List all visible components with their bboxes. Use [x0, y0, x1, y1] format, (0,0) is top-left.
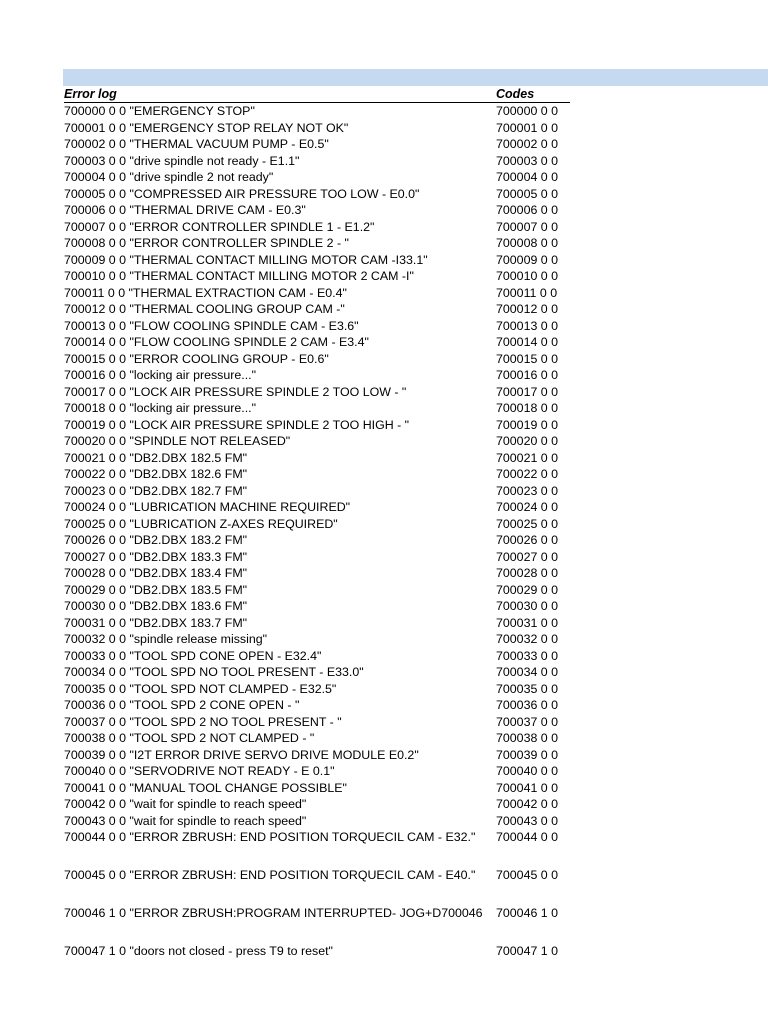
error-log-cell: 700009 0 0 "THERMAL CONTACT MILLING MOTOR CAM -I33.1": [64, 252, 428, 267]
error-log-cell: 700003 0 0 "drive spindle not ready - E1.1": [64, 153, 300, 168]
error-log-cell: 700010 0 0 "THERMAL CONTACT MILLING MOTOR 2 CAM -I": [64, 269, 414, 283]
error-log-cell: 700001 0 0 "EMERGENCY STOP RELAY NOT OK": [64, 120, 349, 135]
table-row: [64, 664, 570, 681]
code-cell: 700019 0 0: [496, 417, 559, 432]
code-cell: 700040 0 0: [496, 764, 559, 778]
code-cell: 700015 0 0: [496, 351, 559, 366]
error-log-cell: 700021 0 0 "DB2.DBX 182.5 FM": [64, 450, 248, 465]
code-cell: 700011 0 0: [496, 285, 558, 300]
error-log-cell: 700028 0 0 "DB2.DBX 183.4 FM": [64, 566, 248, 580]
error-log-cell: 700013 0 0 "FLOW COOLING SPINDLE CAM - E3.6": [64, 318, 359, 333]
table-row: [64, 202, 570, 219]
code-cell: 700047 1 0: [496, 944, 559, 958]
codes-header: Codes: [496, 87, 535, 101]
error-log-cell: 700000 0 0 "EMERGENCY STOP": [64, 104, 255, 118]
table-row: [64, 433, 570, 450]
code-cell: 700006 0 0: [496, 203, 559, 217]
table-row: [64, 219, 570, 236]
error-log-cell: 700043 0 0 "wait for spindle to reach speed": [64, 813, 307, 828]
table-row: [64, 252, 570, 269]
error-log-cell: 700020 0 0 "SPINDLE NOT RELEASED": [64, 434, 291, 448]
error-log-cell: 700005 0 0 "COMPRESSED AIR PRESSURE TOO LOW - E0.0": [64, 186, 420, 201]
table-row: [64, 169, 570, 186]
code-cell: 700029 0 0: [496, 582, 559, 597]
error-log-cell: 700018 0 0 "locking air pressure...": [64, 401, 257, 415]
code-cell: 700010 0 0: [496, 269, 559, 283]
code-cell: 700007 0 0: [496, 219, 559, 234]
error-log-cell: 700006 0 0 "THERMAL DRIVE CAM - E0.3": [64, 203, 306, 217]
error-log-cell: 700023 0 0 "DB2.DBX 182.7 FM": [64, 483, 248, 498]
error-log-cell: 700031 0 0 "DB2.DBX 183.7 FM": [64, 615, 248, 630]
code-cell: 700024 0 0: [496, 500, 559, 514]
table-row: [64, 466, 570, 483]
table-row: [64, 532, 570, 549]
code-cell: 700000 0 0: [496, 104, 559, 118]
error-log-header: Error log: [64, 87, 117, 101]
table-row: [64, 943, 570, 960]
error-log-cell: 700027 0 0 "DB2.DBX 183.3 FM": [64, 549, 248, 564]
error-log-cell: 700007 0 0 "ERROR CONTROLLER SPINDLE 1 - E1.2": [64, 219, 375, 234]
table-row: [64, 697, 570, 714]
error-log-cell: 700046 1 0 "ERROR ZBRUSH:PROGRAM INTERRUPTED- JOG+D700046: [64, 906, 483, 920]
code-cell: 700028 0 0: [496, 566, 559, 580]
code-cell: 700037 0 0: [496, 714, 559, 729]
error-log-cell: 700022 0 0 "DB2.DBX 182.6 FM": [64, 467, 248, 481]
code-cell: 700005 0 0: [496, 186, 559, 201]
table-row: [64, 598, 570, 615]
error-log-sheet: [64, 86, 570, 960]
error-log-cell: 700026 0 0 "DB2.DBX 183.2 FM": [64, 533, 248, 547]
error-log-cell: 700004 0 0 "drive spindle 2 not ready": [64, 170, 274, 184]
code-cell: 700039 0 0: [496, 747, 559, 762]
code-cell: 700041 0 0: [496, 780, 559, 795]
table-row: [64, 582, 570, 599]
table-row: [64, 235, 570, 252]
table-row: [64, 483, 570, 500]
error-log-cell: 700030 0 0 "DB2.DBX 183.6 FM": [64, 599, 248, 613]
error-log-cell: 700024 0 0 "LUBRICATION MACHINE REQUIRED": [64, 500, 351, 514]
error-log-cell: 700037 0 0 "TOOL SPD 2 NO TOOL PRESENT - ": [64, 714, 342, 729]
code-cell: 700003 0 0: [496, 153, 559, 168]
code-cell: 700025 0 0: [496, 516, 559, 531]
error-rows: [64, 103, 570, 960]
error-log-cell: 700017 0 0 "LOCK AIR PRESSURE SPINDLE 2 TOO LOW - ": [64, 384, 407, 399]
error-log-cell: 700012 0 0 "THERMAL COOLING GROUP CAM -": [64, 302, 345, 316]
error-log-cell: 700015 0 0 "ERROR COOLING GROUP - E0.6": [64, 351, 329, 366]
table-row: [64, 334, 570, 351]
table-row: [64, 714, 570, 731]
error-log-cell: 700008 0 0 "ERROR CONTROLLER SPINDLE 2 - ": [64, 236, 349, 250]
error-log-cell: 700033 0 0 "TOOL SPD CONE OPEN - E32.4": [64, 648, 322, 663]
code-cell: 700018 0 0: [496, 401, 559, 415]
error-log-cell: 700002 0 0 "THERMAL VACUUM PUMP - E0.5": [64, 137, 329, 151]
header-band: [63, 69, 768, 86]
code-cell: 700042 0 0: [496, 797, 559, 811]
code-cell: 700043 0 0: [496, 813, 559, 828]
table-row: [64, 631, 570, 648]
code-cell: 700032 0 0: [496, 632, 559, 646]
table-row: [64, 615, 570, 632]
table-row: [64, 417, 570, 434]
code-cell: 700001 0 0: [496, 120, 559, 135]
table-row: [64, 730, 570, 747]
code-cell: 700017 0 0: [496, 384, 559, 399]
error-log-cell: 700011 0 0 "THERMAL EXTRACTION CAM - E0.4": [64, 285, 347, 300]
code-cell: 700016 0 0: [496, 368, 559, 382]
code-cell: 700013 0 0: [496, 318, 559, 333]
table-row: [64, 763, 570, 780]
code-cell: 700023 0 0: [496, 483, 559, 498]
error-log-cell: 700034 0 0 "TOOL SPD NO TOOL PRESENT - E33.0": [64, 665, 364, 679]
table-row: [64, 367, 570, 384]
code-cell: 700035 0 0: [496, 681, 559, 696]
code-cell: 700036 0 0: [496, 698, 559, 712]
code-cell: 700044 0 0: [496, 830, 559, 844]
code-cell: 700033 0 0: [496, 648, 559, 663]
error-log-cell: 700032 0 0 "spindle release missing": [64, 632, 268, 646]
error-log-cell: 700042 0 0 "wait for spindle to reach speed": [64, 797, 307, 811]
column-header-row: [64, 86, 570, 103]
code-cell: 700034 0 0: [496, 665, 559, 679]
table-row: [64, 867, 570, 905]
error-log-cell: 700044 0 0 "ERROR ZBRUSH: END POSITION TORQUECIL CAM - E32.": [64, 830, 476, 844]
error-log-cell: 700038 0 0 "TOOL SPD 2 NOT CLAMPED - ": [64, 731, 315, 745]
error-log-cell: 700016 0 0 "locking air pressure...": [64, 368, 257, 382]
table-row: [64, 796, 570, 813]
table-row: [64, 780, 570, 797]
code-cell: 700027 0 0: [496, 549, 559, 564]
table-row: [64, 103, 570, 120]
code-cell: 700008 0 0: [496, 236, 559, 250]
code-cell: 700012 0 0: [496, 302, 559, 316]
table-row: [64, 565, 570, 582]
table-row: [64, 648, 570, 665]
error-log-cell: 700045 0 0 "ERROR ZBRUSH: END POSITION TORQUECIL CAM - E40.": [64, 868, 476, 882]
error-log-cell: 700041 0 0 "MANUAL TOOL CHANGE POSSIBLE": [64, 780, 347, 795]
table-row: [64, 136, 570, 153]
table-row: [64, 450, 570, 467]
code-cell: 700020 0 0: [496, 434, 559, 448]
code-cell: 700030 0 0: [496, 599, 559, 613]
code-cell: 700002 0 0: [496, 137, 559, 151]
error-log-cell: 700014 0 0 "FLOW COOLING SPINDLE 2 CAM - E3.4": [64, 335, 369, 349]
code-cell: 700004 0 0: [496, 170, 559, 184]
table-row: [64, 747, 570, 764]
code-cell: 700046 1 0: [496, 906, 559, 920]
table-row: [64, 499, 570, 516]
code-cell: 700038 0 0: [496, 731, 559, 745]
error-log-cell: 700019 0 0 "LOCK AIR PRESSURE SPINDLE 2 TOO HIGH - ": [64, 417, 410, 432]
table-row: [64, 351, 570, 368]
error-log-cell: 700035 0 0 "TOOL SPD NOT CLAMPED - E32.5": [64, 681, 337, 696]
table-row: [64, 813, 570, 830]
code-cell: 700045 0 0: [496, 868, 559, 882]
table-row: [64, 285, 570, 302]
code-cell: 700031 0 0: [496, 615, 559, 630]
code-cell: 700014 0 0: [496, 335, 559, 349]
table-row: [64, 905, 570, 943]
table-row: [64, 829, 570, 867]
table-row: [64, 268, 570, 285]
table-row: [64, 400, 570, 417]
code-cell: 700022 0 0: [496, 467, 559, 481]
table-row: [64, 681, 570, 698]
error-log-cell: 700047 1 0 "doors not closed - press T9 to reset": [64, 944, 333, 958]
error-log-cell: 700029 0 0 "DB2.DBX 183.5 FM": [64, 582, 248, 597]
error-log-cell: 700039 0 0 "I2T ERROR DRIVE SERVO DRIVE MODULE E0.2": [64, 747, 419, 762]
table-row: [64, 120, 570, 137]
table-row: [64, 549, 570, 566]
code-cell: 700026 0 0: [496, 533, 559, 547]
code-cell: 700009 0 0: [496, 252, 559, 267]
error-log-cell: 700025 0 0 "LUBRICATION Z-AXES REQUIRED": [64, 516, 338, 531]
error-log-cell: 700036 0 0 "TOOL SPD 2 CONE OPEN - ": [64, 698, 300, 712]
table-row: [64, 384, 570, 401]
table-row: [64, 516, 570, 533]
table-row: [64, 186, 570, 203]
error-log-cell: 700040 0 0 "SERVODRIVE NOT READY - E 0.1": [64, 764, 335, 778]
table-row: [64, 301, 570, 318]
table-row: [64, 318, 570, 335]
table-row: [64, 153, 570, 170]
code-cell: 700021 0 0: [496, 450, 559, 465]
